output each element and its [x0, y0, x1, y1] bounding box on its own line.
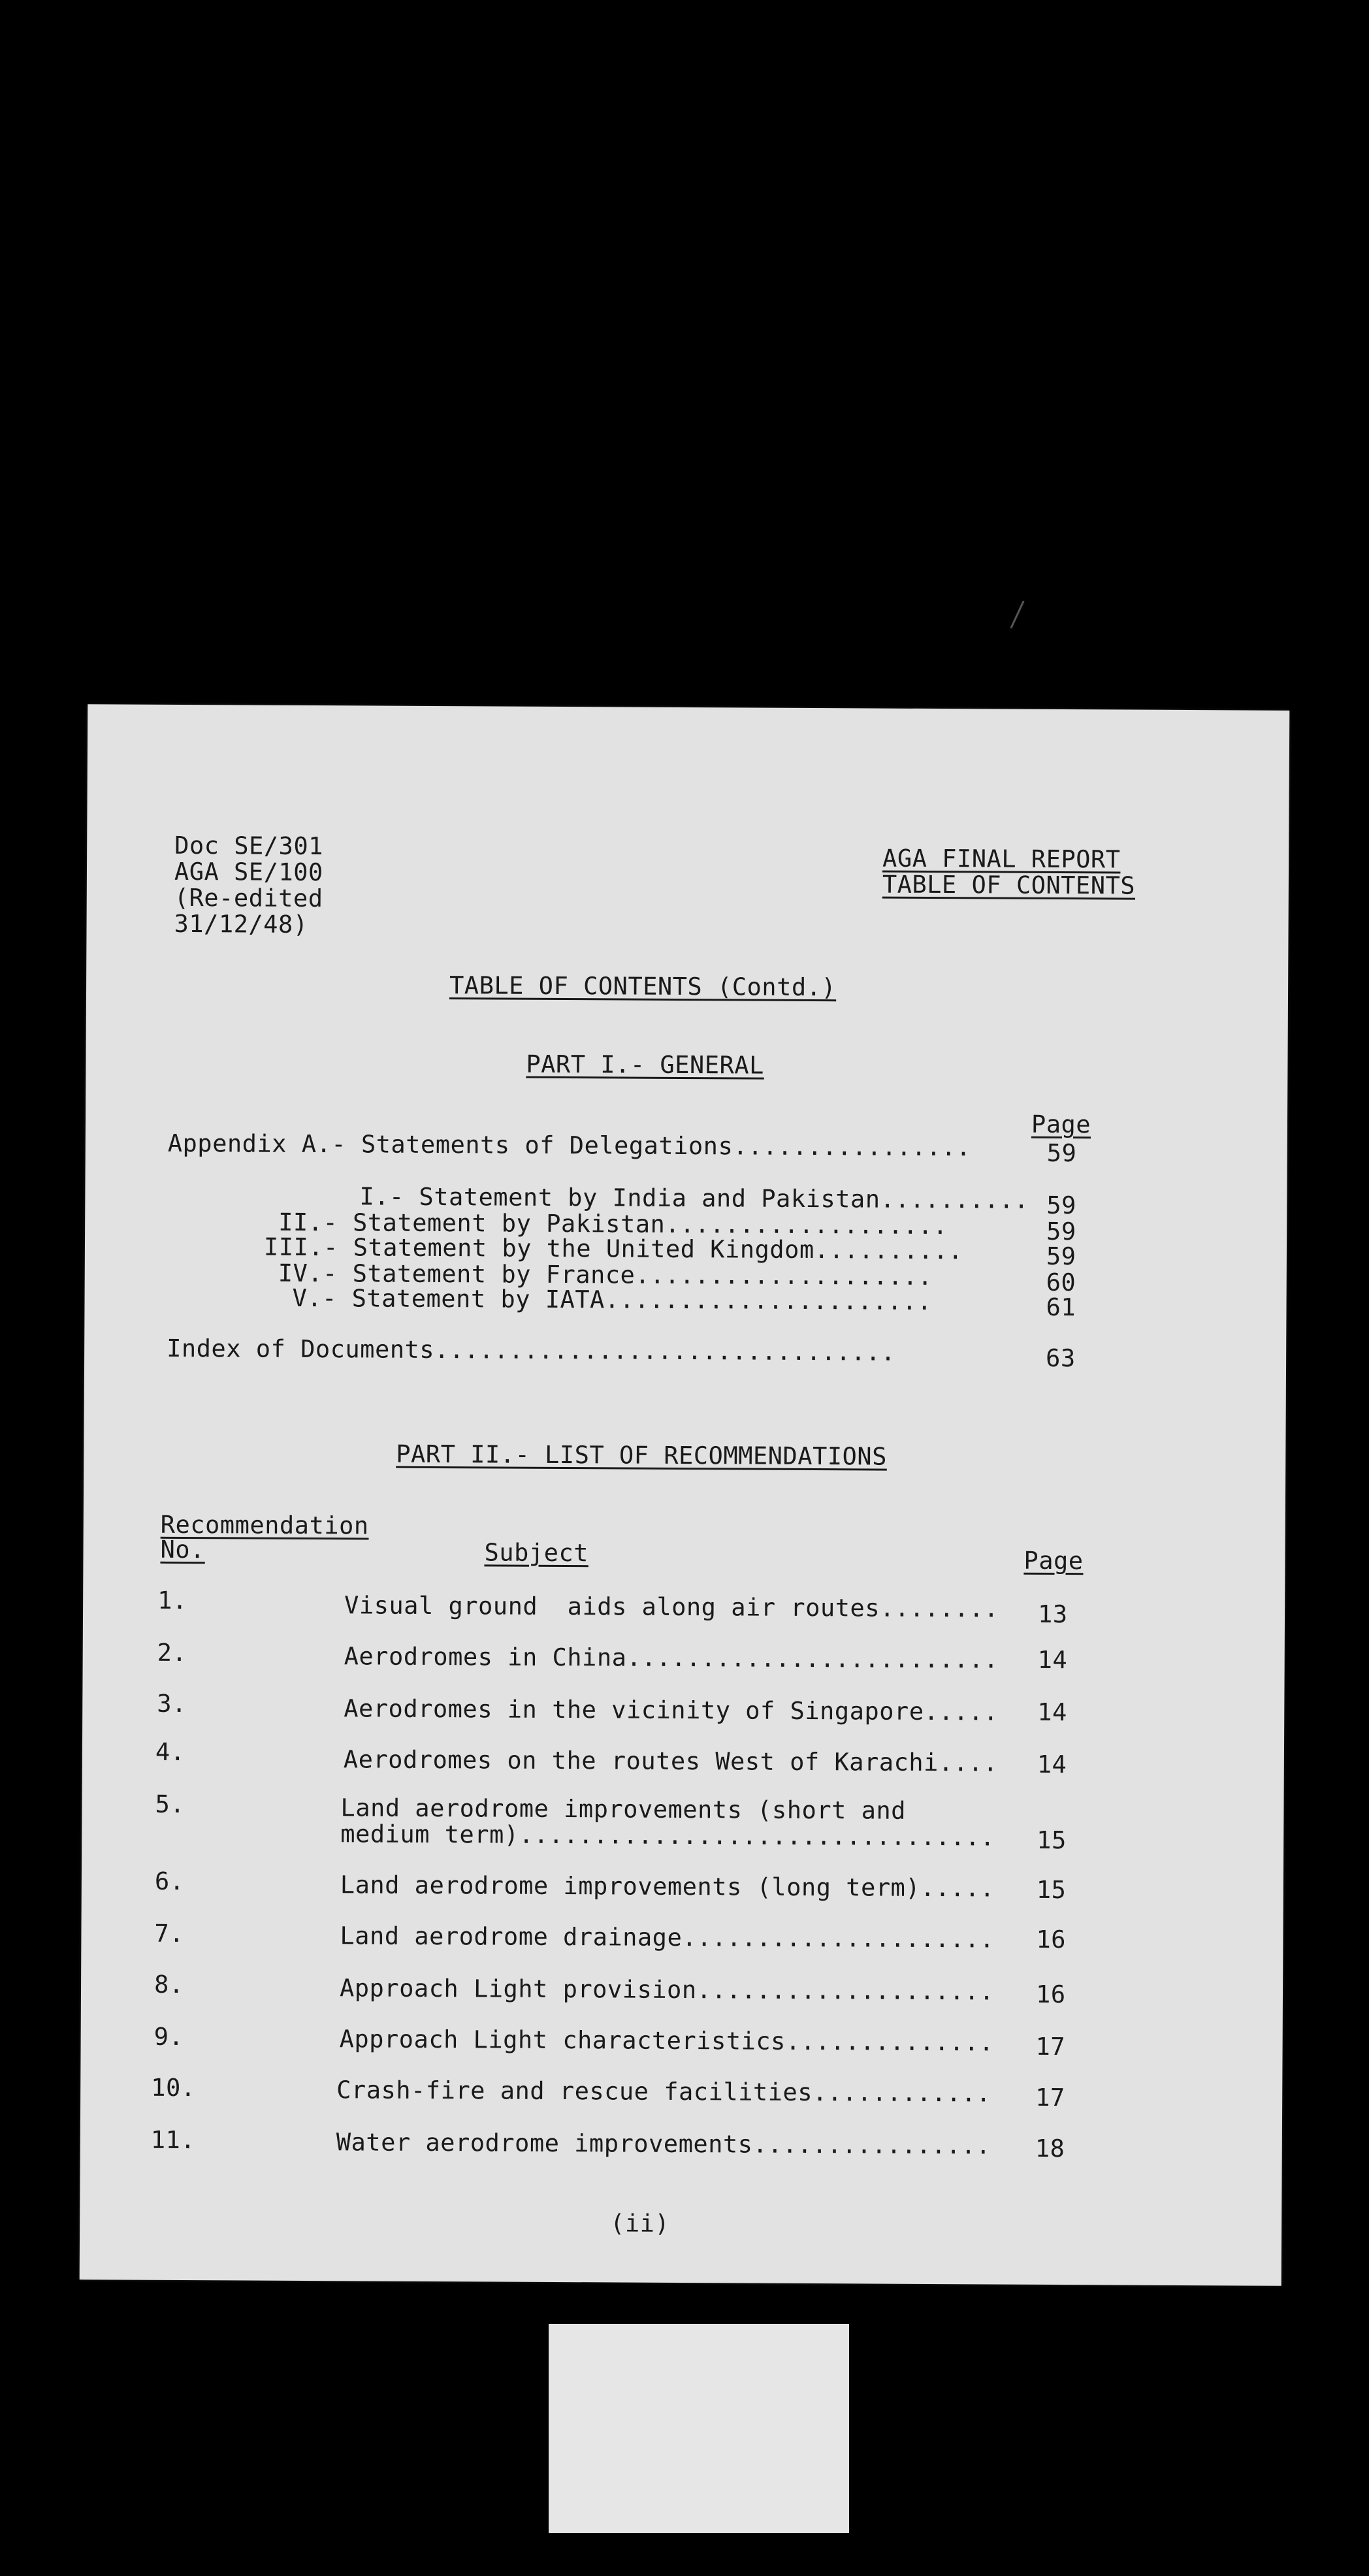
rec-5-no: 5.	[155, 1790, 185, 1819]
rec-1-page: 13	[1037, 1600, 1068, 1629]
doc-ref-line-2: AGA SE/100	[174, 857, 323, 887]
doc-ref-line-1: Doc SE/301	[174, 831, 324, 861]
statement-2-label: II.- Statement by Pakistan...................	[278, 1208, 948, 1240]
appendix-label: Appendix A.- Statements of Delegations................	[167, 1129, 971, 1162]
statement-5-label: V.- Statement by IATA......................	[292, 1283, 933, 1315]
rec-1-subject: Visual ground aids along air routes........	[344, 1591, 999, 1623]
rec-4-no: 4.	[155, 1737, 185, 1767]
rec-7-page: 16	[1036, 1925, 1067, 1954]
rec-5-page: 15	[1037, 1826, 1067, 1855]
doc-ref-line-3: (Re-edited	[174, 883, 323, 913]
statement-4-label: IV.- Statement by France....................	[278, 1259, 933, 1291]
rec-3-subject: Aerodromes in the vicinity of Singapore.....	[344, 1694, 999, 1726]
index-page: 63	[1045, 1344, 1076, 1373]
col-subject: Subject	[484, 1538, 589, 1568]
rec-8-subject: Approach Light provision....................	[339, 1974, 995, 2006]
rec-2-page: 14	[1037, 1645, 1068, 1675]
rec-9-no: 9.	[153, 2022, 184, 2051]
rec-5-subject: Land aerodrome improvements (short and	[340, 1794, 907, 1825]
statement-5-page: 61	[1046, 1293, 1076, 1322]
rec-10-page: 17	[1035, 2083, 1065, 2112]
part2-heading: PART II.- LIST OF RECOMMENDATIONS	[396, 1440, 888, 1471]
rec-11-no: 11.	[150, 2125, 196, 2155]
rec-11-subject: Water aerodrome improvements................	[336, 2128, 991, 2160]
statement-4-page: 60	[1046, 1268, 1076, 1297]
appendix-page: 59	[1046, 1138, 1077, 1168]
rec-6-page: 15	[1036, 1875, 1067, 1905]
rec-8-page: 16	[1035, 1980, 1066, 2009]
index-label: Index of Documents...............................	[167, 1334, 896, 1366]
rec-3-no: 3.	[157, 1689, 187, 1718]
film-target-card	[549, 2324, 849, 2533]
rec-5-subject-cont: medium term)................................	[340, 1820, 995, 1852]
rec-7-no: 7.	[154, 1919, 185, 1948]
rec-10-no: 10.	[151, 2073, 196, 2102]
rec-7-subject: Land aerodrome drainage.....................	[340, 1922, 995, 1954]
part1-heading: PART I.- GENERAL	[526, 1050, 764, 1080]
document-page	[80, 704, 1290, 2286]
statement-1-page: 59	[1046, 1191, 1077, 1220]
rec-3-page: 14	[1037, 1698, 1067, 1727]
rec-1-no: 1.	[157, 1586, 187, 1615]
rec-11-page: 18	[1035, 2134, 1065, 2163]
rec-2-subject: Aerodromes in China.........................	[344, 1642, 999, 1674]
report-subtitle: TABLE OF CONTENTS	[882, 870, 1136, 900]
page-number: (ii)	[610, 2209, 670, 2238]
statement-2-page: 59	[1046, 1217, 1076, 1246]
rec-6-subject: Land aerodrome improvements (long term).....	[340, 1871, 995, 1903]
col-recommendation: Recommendation	[160, 1510, 369, 1540]
film-scratch	[1010, 601, 1024, 629]
col-no: No.	[160, 1535, 205, 1564]
rec-9-page: 17	[1035, 2032, 1066, 2061]
rec-6-no: 6.	[154, 1867, 185, 1895]
rec-4-page: 14	[1037, 1750, 1067, 1779]
rec-9-subject: Approach Light characteristics..............	[339, 2025, 994, 2057]
page-title: TABLE OF CONTENTS (Contd.)	[449, 971, 837, 1002]
statement-3-label: III.- Statement by the United Kingdom..........	[263, 1232, 963, 1265]
part1-page-header: Page	[1031, 1110, 1091, 1139]
doc-ref-line-4: 31/12/48)	[174, 909, 308, 939]
statement-3-page: 59	[1046, 1242, 1076, 1271]
rec-8-no: 8.	[153, 1970, 184, 1999]
report-title: AGA FINAL REPORT	[882, 844, 1121, 874]
rec-4-subject: Aerodromes on the routes West of Karachi....	[343, 1745, 999, 1777]
rec-2-no: 2.	[157, 1638, 187, 1667]
statement-1-label: I.- Statement by India and Pakistan..........	[359, 1182, 1029, 1214]
rec-10-subject: Crash-fire and rescue facilities............	[336, 2076, 991, 2108]
col-page: Page	[1023, 1546, 1084, 1575]
